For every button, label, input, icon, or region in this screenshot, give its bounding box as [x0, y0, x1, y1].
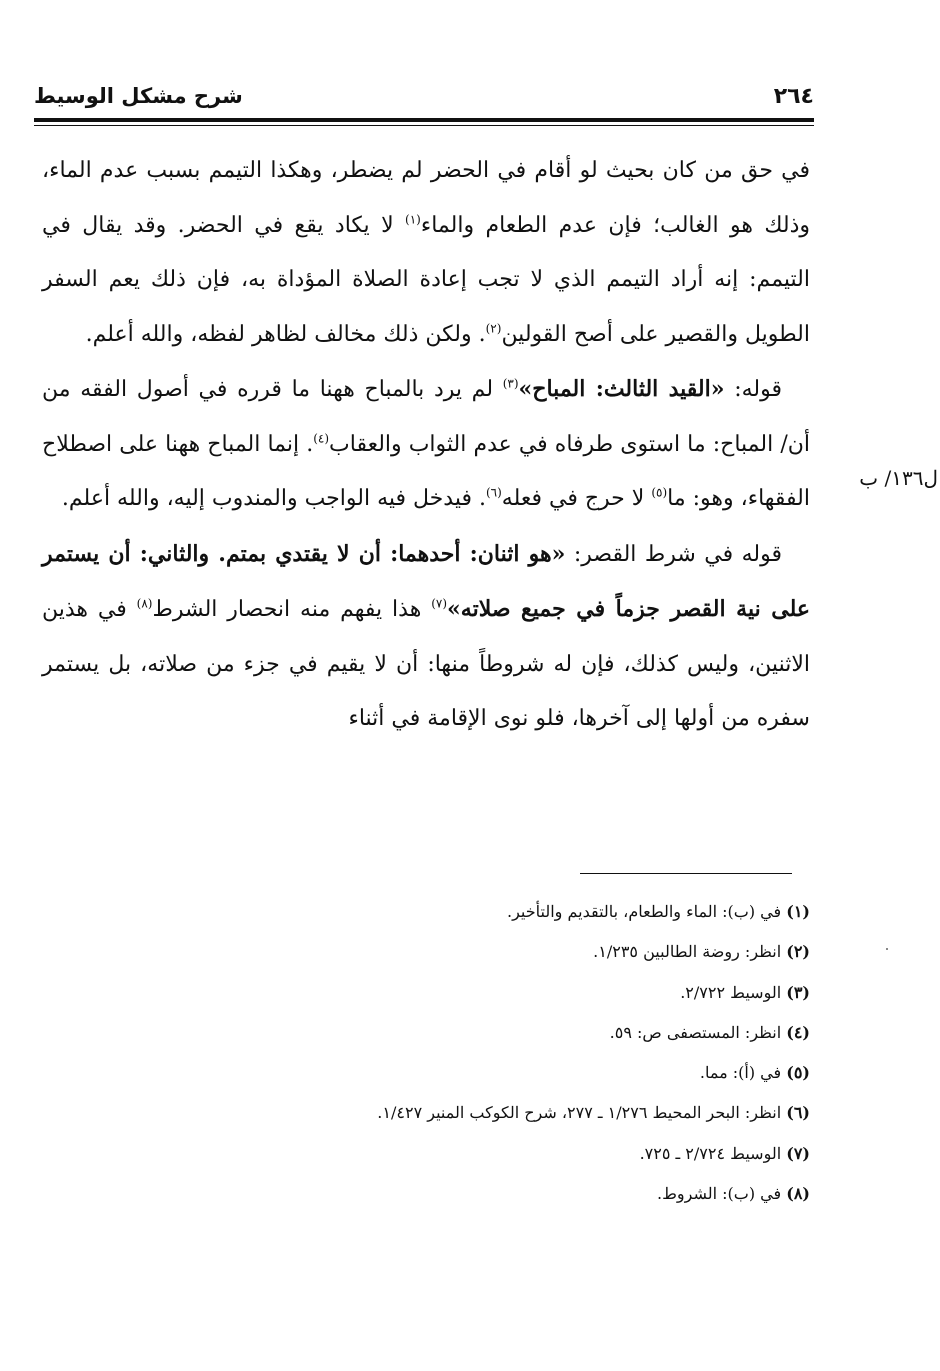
quoted-phrase: «هو اثنان: أحدهما: أن لا يقتدي بمتم. والثاني: أن يستمر على نية القصر جزماً في جميع صلاته»	[42, 540, 811, 622]
paragraph-1: في حق من كان بحيث لو أقام في الحضر لم يضطر، وهكذا التيمم بسبب عدم الماء، وذلك هو الغالب؛ فإن عدم الطعام والماء$^{(١)}$ لا يكاد يقع في الحضر. وقد يقال في التيمم: إنه أراد التيمم الذي لا تجب إعادة الصلاة المؤداة به، فإن ذلك يعم السفر الطويل والقصير على أصح القولين$^{(٢)}$. ولكن ذلك مخالف لظاهر لفظه، والله أعلم.	[42, 158, 810, 347]
page-header	[34, 84, 814, 118]
footnote-1: (١) في (ب): الماء والطعام، بالتقديم والتأخير.	[507, 902, 810, 921]
quoted-phrase: «القيد الثالث: المباح»	[518, 376, 725, 402]
header-rule-thick	[34, 118, 814, 122]
footnote-separator	[580, 873, 792, 874]
footnote-ref-3: (٣)	[502, 376, 519, 391]
paragraph-3: قوله في شرط القصر: «هو اثنان: أحدهما: أن لا يقتدي بمتم. والثاني: أن يستمر على نية القصر جزماً في جميع صلاته»$^{(٧)}$ هذا يفهم منه انحصار الشرط$^{(٨)}$ في هذين الاثنين، وليس كذلك، فإن له شروطاً منها: أن لا يقيم في جزء من صلاته، بل يستمر سفره من أولها إلى آخرها، فلو نوى الإقامة في أثناء	[42, 540, 811, 731]
footnote-ref-6: (٦)	[485, 485, 502, 500]
paragraph-2: قوله: «القيد الثالث: المباح»$^{(٣)}$ لم يرد بالمباح ههنا ما قرره في أصول الفقه من أن/ المباح: ما استوى طرفاه في عدم الثواب والعقاب$^{(٤)}$. إنما المباح ههنا على اصطلاح الفقهاء، وهو: ما$^{(٥)}$ لا حرج في فعله$^{(٦)}$. فيدخل فيه الواجب والمندوب إليه، والله أعلم.	[42, 376, 810, 511]
footnote-3: (٣) الوسيط ٢/٧٢٢.	[680, 982, 810, 1002]
footnote-2: (٢) انظر: روضة الطالبين ١/٢٣٥.	[593, 942, 810, 962]
manuscript-folio-note: ل١٣٦/ ب	[859, 466, 938, 490]
main-text	[42, 144, 810, 747]
footnotes	[120, 892, 810, 1214]
scan-speck	[886, 948, 888, 950]
footnote-ref-4: (٤)	[313, 431, 330, 446]
footnote-ref-2: (٢)	[485, 321, 502, 336]
footnote-5: (٥) في (أ): مما.	[699, 1063, 810, 1083]
footnote-ref-8: (٨)	[136, 596, 153, 611]
header-rule-thin	[34, 125, 814, 126]
footnote-8: (٨) في (ب): الشروط.	[657, 1184, 810, 1204]
footnote-ref-1: (١)	[405, 212, 421, 227]
footnote-ref-7: (٧)	[431, 596, 448, 611]
page-number: ٢٦٤	[773, 84, 814, 109]
footnote-7: (٧) الوسيط ٢/٧٢٤ ـ ٧٢٥.	[639, 1143, 810, 1163]
book-title: شرح مشكل الوسيط	[34, 84, 243, 108]
footnote-6: (٦) انظر: البحر المحيط ١/٢٧٦ ـ ٢٧٧، شرح الكوكب المنير ١/٤٢٧.	[377, 1103, 810, 1123]
footnote-ref-5: (٥)	[651, 485, 668, 500]
footnote-4: (٤) انظر: المستصفى ص: ٥٩.	[609, 1022, 810, 1042]
